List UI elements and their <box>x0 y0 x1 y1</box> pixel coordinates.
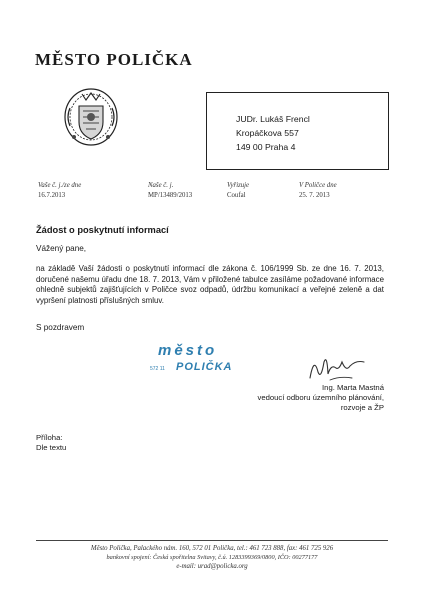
handwritten-signature <box>306 350 368 386</box>
your-ref-value: 16.7.2013 <box>38 192 66 199</box>
letter-subject: Žádost o poskytnutí informací <box>36 225 169 235</box>
letter-salutation: Vážený pane, <box>36 244 87 253</box>
signer-title-line2: rozvoje a ŽP <box>340 403 384 412</box>
recipient-address-box <box>206 92 389 170</box>
footer-divider <box>36 540 388 541</box>
enclosure-label: Příloha: <box>36 433 63 442</box>
footer-address: Město Polička, Palackého nám. 160, 572 01 Polička, tel.: 461 723 888, fax: 461 725 926 <box>90 545 334 552</box>
recipient-name: JUDr. Lukáš Frencl <box>236 114 310 124</box>
letter-body: na základě Vaší žádosti o poskytnutí informací dle zákona č. 106/1999 Sb. ze dne 16. 7. 2013, doručené našemu úřadu dne 18. 7. 2013, Vám v přiložené tabulce zasíláme požadované informace ohledně subjektů zajišťujících v Poličce svoz odpadů, údržbu komunikací a veřejné zeleně a dat vypršení platnosti příslušných smluv. <box>36 264 384 305</box>
letter-closing: S pozdravem <box>36 323 85 332</box>
signer-name: Ing. Marta Mastná <box>322 383 384 392</box>
stamp-name: POLIČKA <box>176 361 233 373</box>
date-value: 25. 7. 2013 <box>299 192 330 199</box>
stamp-number: 572 11 <box>150 366 165 372</box>
coat-of-arms-icon <box>62 86 120 148</box>
handler-value: Coufal <box>227 192 246 199</box>
recipient-city: 149 00 Praha 4 <box>236 142 296 152</box>
our-ref-value: MP/13489/2013 <box>148 192 193 199</box>
letterhead-city: MĚSTO POLIČKA <box>35 50 193 69</box>
footer-bank: bankovní spojení: Česká spořitelna Svitavy, č.ú. 1283399369/0800, IČO: 00277177 <box>106 554 318 561</box>
our-ref-label: Naše č. j. <box>148 182 174 189</box>
signer-title-line1: vedoucí odboru územního plánování, <box>257 393 384 402</box>
official-stamp <box>150 342 268 382</box>
enclosure-value: Dle textu <box>36 443 67 452</box>
footer-email: e-mail: urad@policka.org <box>176 563 248 570</box>
date-label: V Poličce dne <box>299 182 337 189</box>
stamp-top-text: město <box>158 342 218 359</box>
recipient-street: Kropáčkova 557 <box>236 128 299 138</box>
your-ref-label: Vaše č. j./ze dne <box>38 182 82 189</box>
handler-label: Vyřizuje <box>227 182 250 189</box>
